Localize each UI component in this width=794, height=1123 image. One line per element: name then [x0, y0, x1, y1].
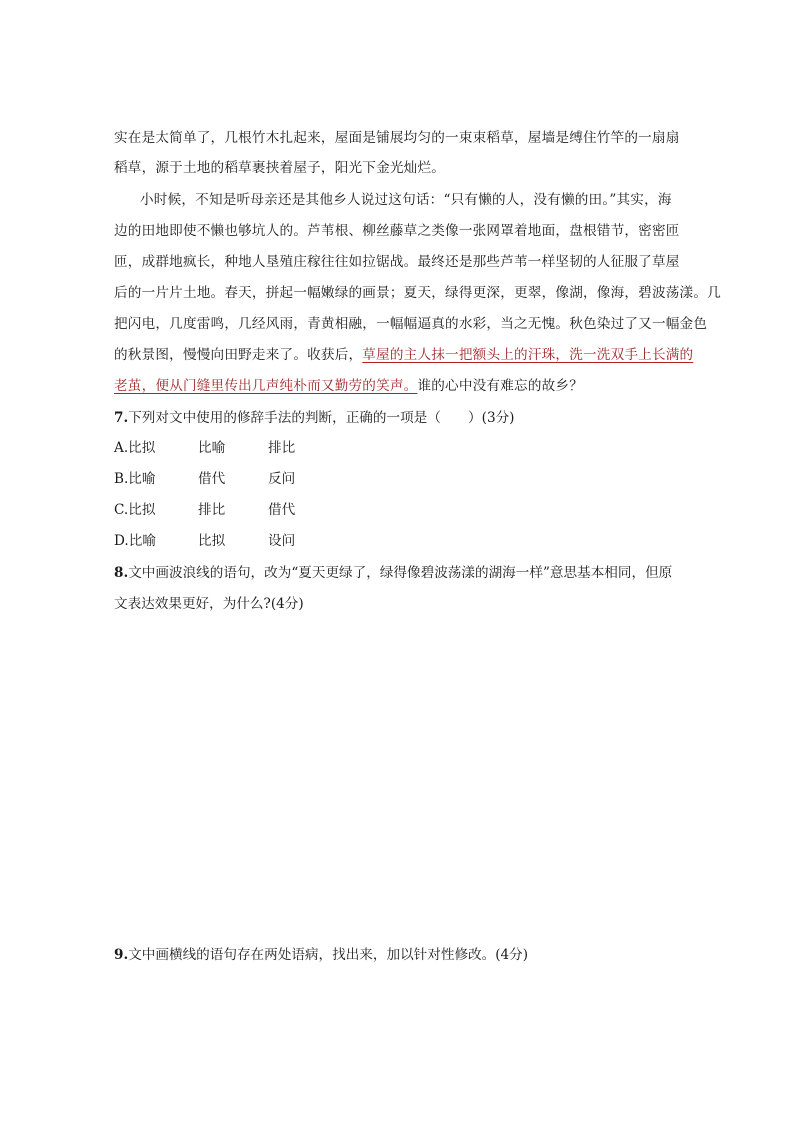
- passage-text: 谁的心中没有难忘的故乡？: [417, 378, 583, 394]
- answer-area-q8[interactable]: [114, 625, 684, 925]
- underlined-sentence: 草屋的主人抹一把额头上的汗珠，洗一洗双手上长满的: [362, 347, 694, 363]
- passage-line: 匝，成群地疯长，种地人垦殖庄稼往往如拉锯战。最终还是那些芦苇一样坚韧的人征服了草屋: [114, 254, 680, 270]
- option-item: 反问: [268, 471, 296, 487]
- option-c[interactable]: [114, 500, 295, 520]
- passage-line: 实在是太简单了，几根竹木扎起来，屋面是铺展均匀的一束束稻草，屋墙是缚住竹竿的一扇扇: [114, 130, 680, 146]
- question-8-continued: 文表达效果更好，为什么?(4分): [114, 596, 304, 612]
- option-label: B.比喻: [114, 471, 156, 487]
- passage-line: 后的一片片土地。春天，拼起一幅嫩绿的画景；夏天，绿得更深，更翠，像湖，像海，碧波荡漾。几: [114, 285, 721, 301]
- answer-area-q9[interactable]: [114, 975, 684, 1095]
- question-text: 下列对文中使用的修辞手法的判断，正确的一项是（ ）(3分): [128, 410, 515, 426]
- option-item: 借代: [268, 502, 296, 518]
- option-a[interactable]: [114, 438, 295, 458]
- question-9: [114, 945, 528, 965]
- passage-line: 稻草，源于土地的稻草裹挟着屋子，阳光下金光灿烂。: [114, 160, 446, 176]
- option-item: 比喻: [198, 440, 226, 456]
- question-number: 9.: [114, 947, 129, 963]
- question-text: 文中画横线的语句存在两处语病，找出来，加以针对性修改。(4分): [128, 947, 529, 963]
- option-b[interactable]: [114, 469, 295, 489]
- option-item: 比拟: [198, 533, 226, 549]
- option-label: A.比拟: [114, 440, 156, 456]
- option-item: 排比: [268, 440, 296, 456]
- option-label: C.比拟: [114, 502, 156, 518]
- passage-text: 的秋景图，慢慢向田野走来了。收获后，: [114, 347, 363, 363]
- passage-line: 小时候，不知是听母亲还是其他乡人说过这句话：“只有懒的人，没有懒的田。”其实，海: [140, 192, 672, 208]
- option-item: 借代: [198, 471, 226, 487]
- option-label: D.比喻: [114, 533, 156, 549]
- question-number: 8.: [114, 565, 129, 581]
- question-text: 文中画波浪线的语句，改为“夏天更绿了，绿得像碧波荡漾的湖海一样”意思基本相同，但原: [128, 565, 673, 581]
- option-d[interactable]: [114, 531, 295, 551]
- option-item: 设问: [268, 533, 296, 549]
- passage-line: 把闪电，几度雷鸣，几经风雨，青黄相融，一幅幅逼真的水彩，当之无愧。秋色染过了又一幅金色: [114, 316, 708, 332]
- passage-line: [114, 376, 684, 396]
- option-item: 排比: [198, 502, 226, 518]
- passage-line: 边的田地即使不懒也够坑人的。芦苇根、柳丝藤草之类像一张网罩着地面，盘根错节，密密匝: [114, 223, 680, 239]
- question-number: 7.: [114, 410, 129, 426]
- underlined-sentence: 老茧，便从门缝里传出几声纯朴而又勤劳的笑声。: [114, 378, 418, 394]
- question-8: [114, 563, 672, 583]
- question-7: [114, 408, 515, 428]
- passage-line: [114, 345, 694, 365]
